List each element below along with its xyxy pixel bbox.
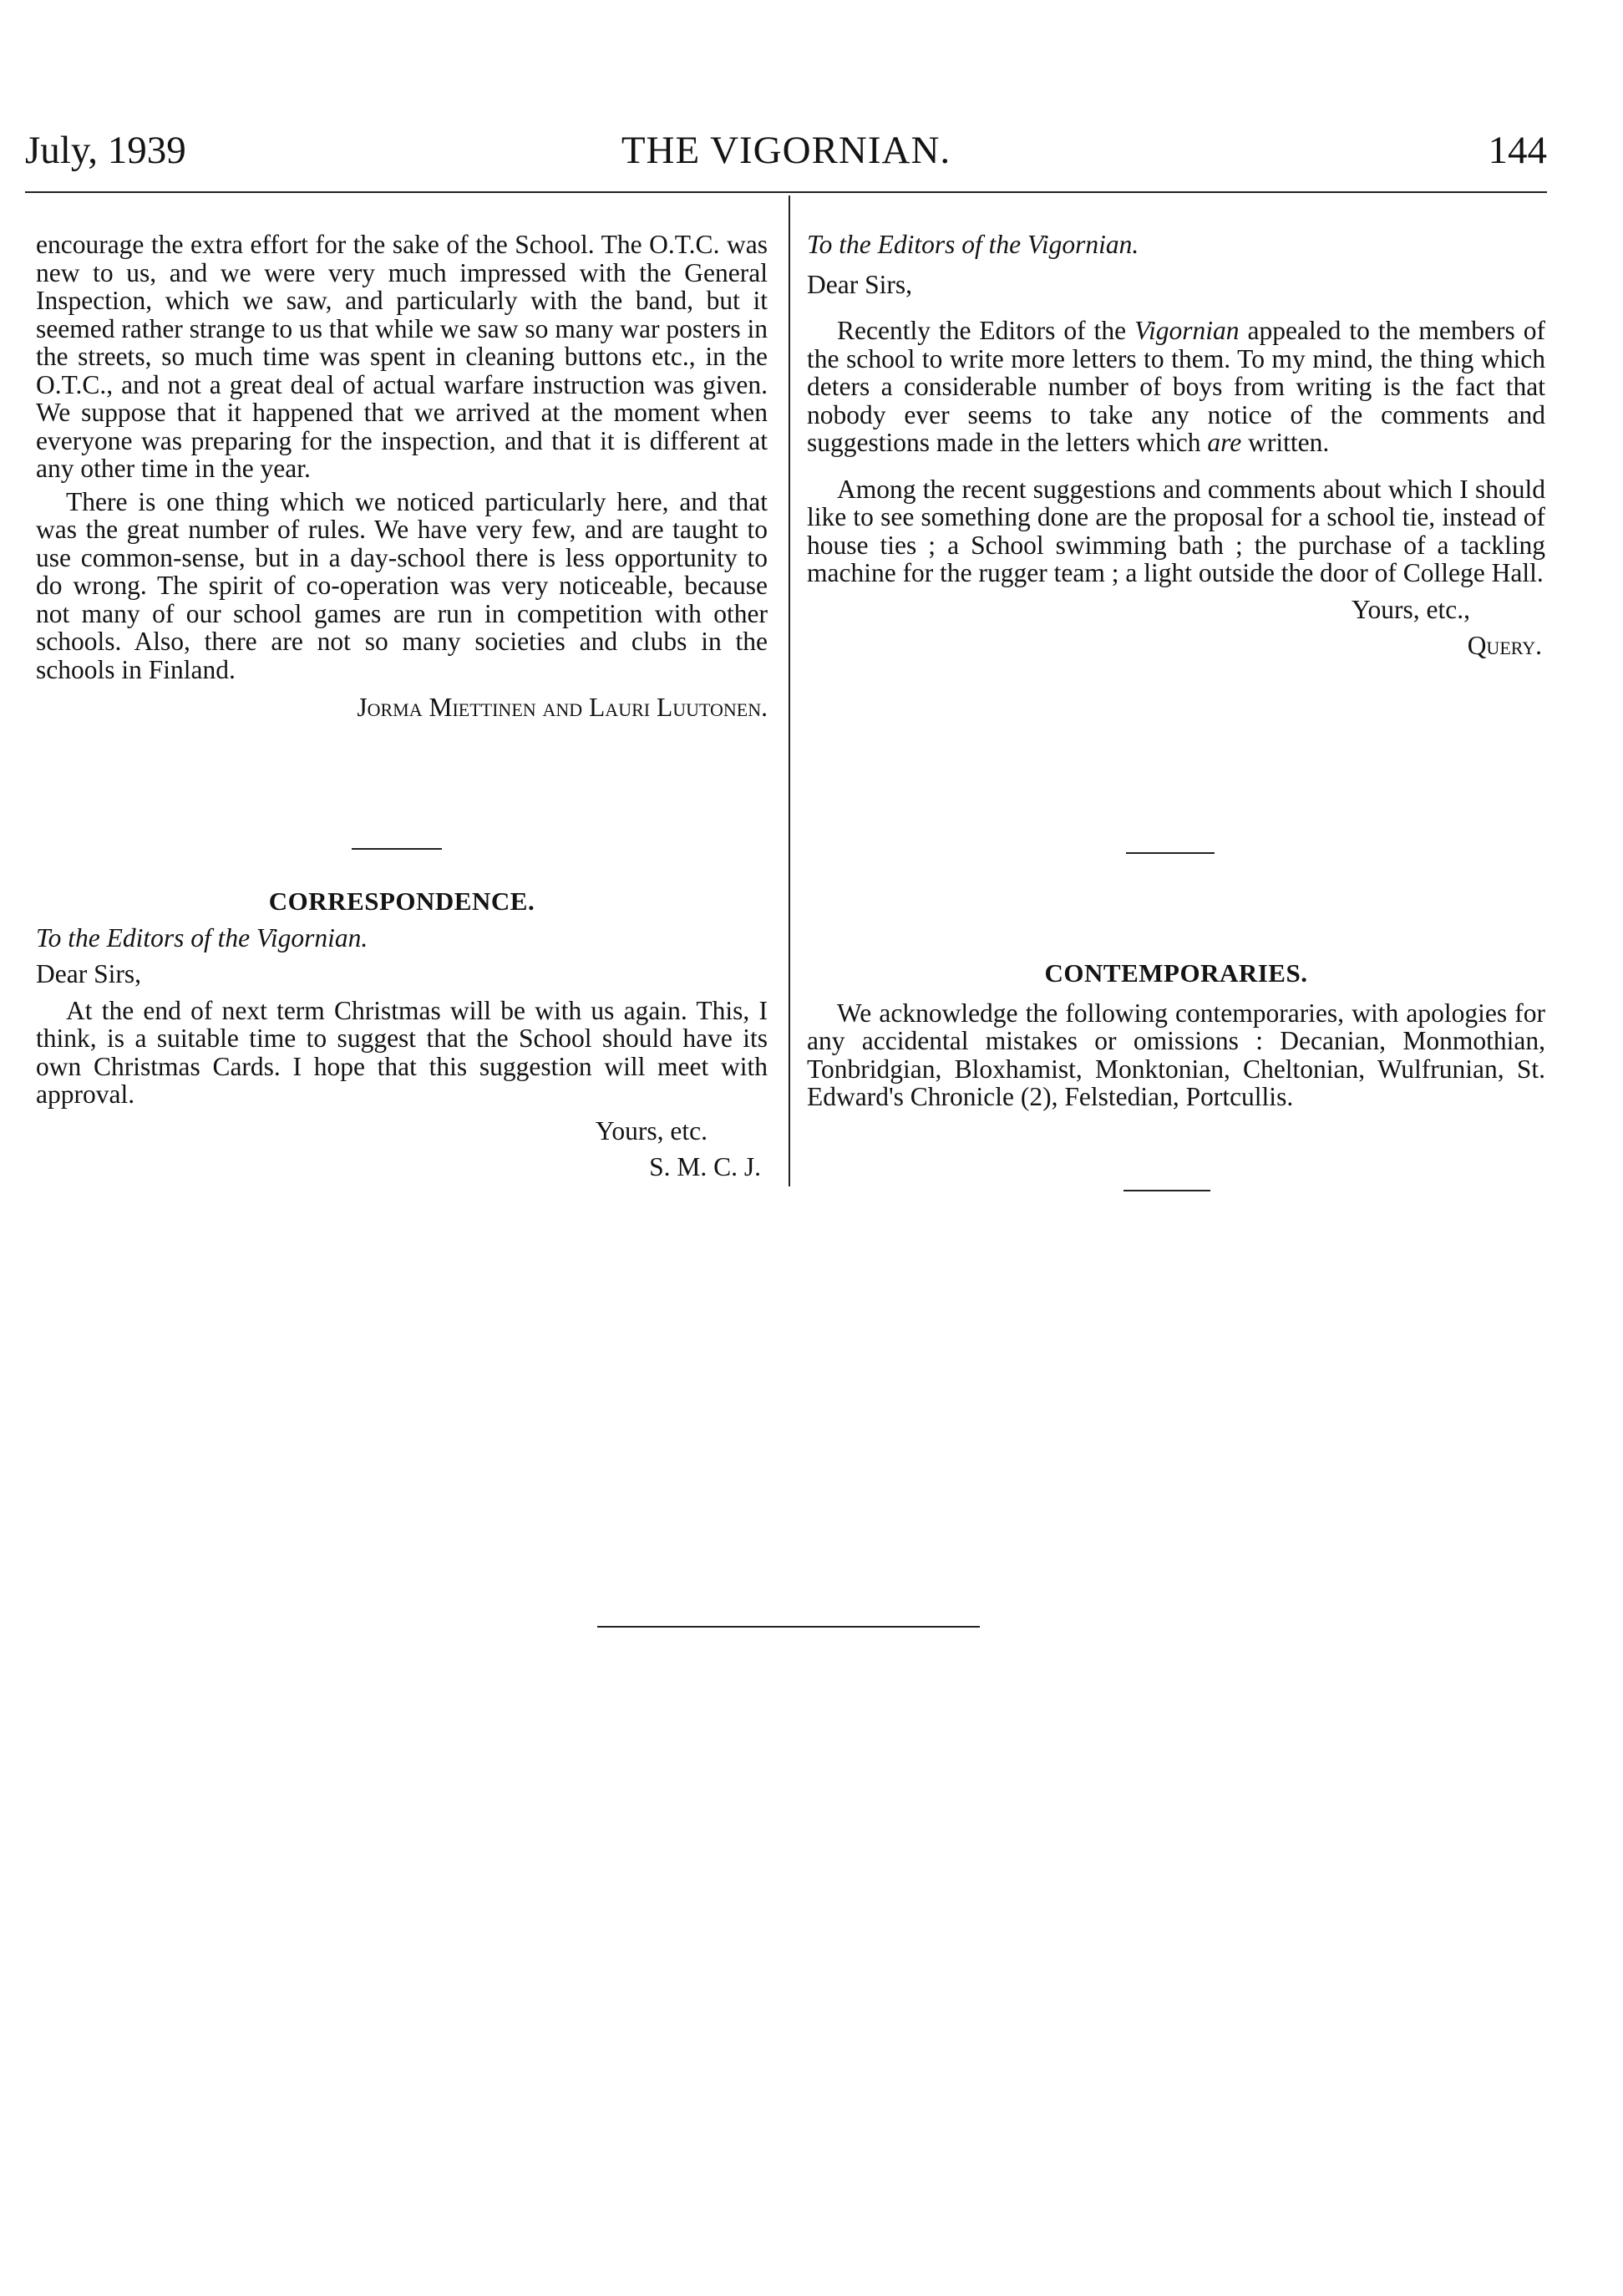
section-divider	[1126, 852, 1215, 854]
section-heading: CONTEMPORARIES.	[1044, 958, 1308, 988]
letter-address: To the Editors of the Vigornian.	[807, 230, 1139, 259]
running-header	[25, 125, 1547, 184]
header-rule	[25, 191, 1547, 193]
section-divider	[1123, 1190, 1210, 1191]
page-number: 144	[1488, 129, 1547, 172]
left-column	[36, 231, 768, 722]
section-heading: CORRESPONDENCE.	[268, 886, 535, 916]
letter-paragraph: Recently the Editors of the Vigornian appealed to the members of the school to write more letters to them. To my mind, the thing which deters a considerable number of boys from writing is the fact that nobody ever seems to take any notice of the comments and suggestions made in the letters which are written.	[807, 316, 1546, 457]
letter-signature: S. M. C. J.	[649, 1152, 761, 1181]
letter-paragraph: Among the recent suggestions and comments about which I should like to see something done are the proposal for a school tie, instead of house ties ; a School swimming bath ; the purchase of a tackling machine for the rugger team ; a light outside the door of College Hall.	[807, 474, 1545, 587]
issue-date: July, 1939	[25, 129, 186, 172]
letter-address: To the Editors of the Vigornian.	[36, 922, 368, 952]
right-column-letter	[807, 231, 1545, 660]
column-divider	[789, 196, 790, 1186]
contemporaries-list: We acknowledge the following contemporaries, with apologies for any accidental mistakes or omissions : Decanian, Monmothian, Tonbridgian, Bloxhamist, Monktonian, Cheltonian, Wulfrunian, St. Edward's Chronicle (2), Felstedian, Portcullis.	[807, 998, 1545, 1111]
letter-closing: Yours, etc.,	[1351, 594, 1470, 624]
letter-signature: Query.	[1467, 631, 1542, 660]
italic-emphasis: are	[1207, 428, 1242, 457]
letter-body: At the end of next term Christmas will be with us again. This, I think, is a suitable time to suggest that the School should have its own Christmas Cards. I hope that this suggestion will meet with approval.	[36, 995, 768, 1109]
contemporaries-section	[807, 959, 1545, 1111]
letter-salutation: Dear Sirs,	[807, 269, 912, 299]
correspondence-section	[36, 887, 768, 1181]
italic-publication-name: Vigornian	[1134, 316, 1240, 345]
page-end-rule	[597, 1626, 980, 1628]
article-signature: Jorma Miettinen and Lauri Luutonen.	[357, 693, 768, 722]
letter-closing: Yours, etc.	[595, 1115, 708, 1145]
section-divider	[352, 848, 442, 850]
publication-title: THE VIGORNIAN.	[621, 129, 951, 172]
letter-salutation: Dear Sirs,	[36, 959, 141, 988]
article-continuation-paragraph: There is one thing which we noticed particularly here, and that was the great number of rules. We have very few, and are taught to use common-sense, but in a day-school there is less opportunity to do wrong. The spirit of co-operation was very noticeable, because not many of our school games are run in competition with other schools. Also, there are not so many societies and clubs in the schools in Finland.	[36, 486, 768, 684]
article-continuation-paragraph: encourage the extra effort for the sake of the School. The O.T.C. was new to us, and we were very much impressed with the General Inspection, which we saw, and particularly with the band, but it seemed rather strange to us that while we saw so many war posters in the streets, so much time was spent in cleaning buttons etc., in the O.T.C., and not a great deal of actual warfare instruction was given. We suppose that it happened that we arrived at the moment when everyone was preparing for the inspection, and that it is different at any other time in the year.	[36, 230, 768, 483]
